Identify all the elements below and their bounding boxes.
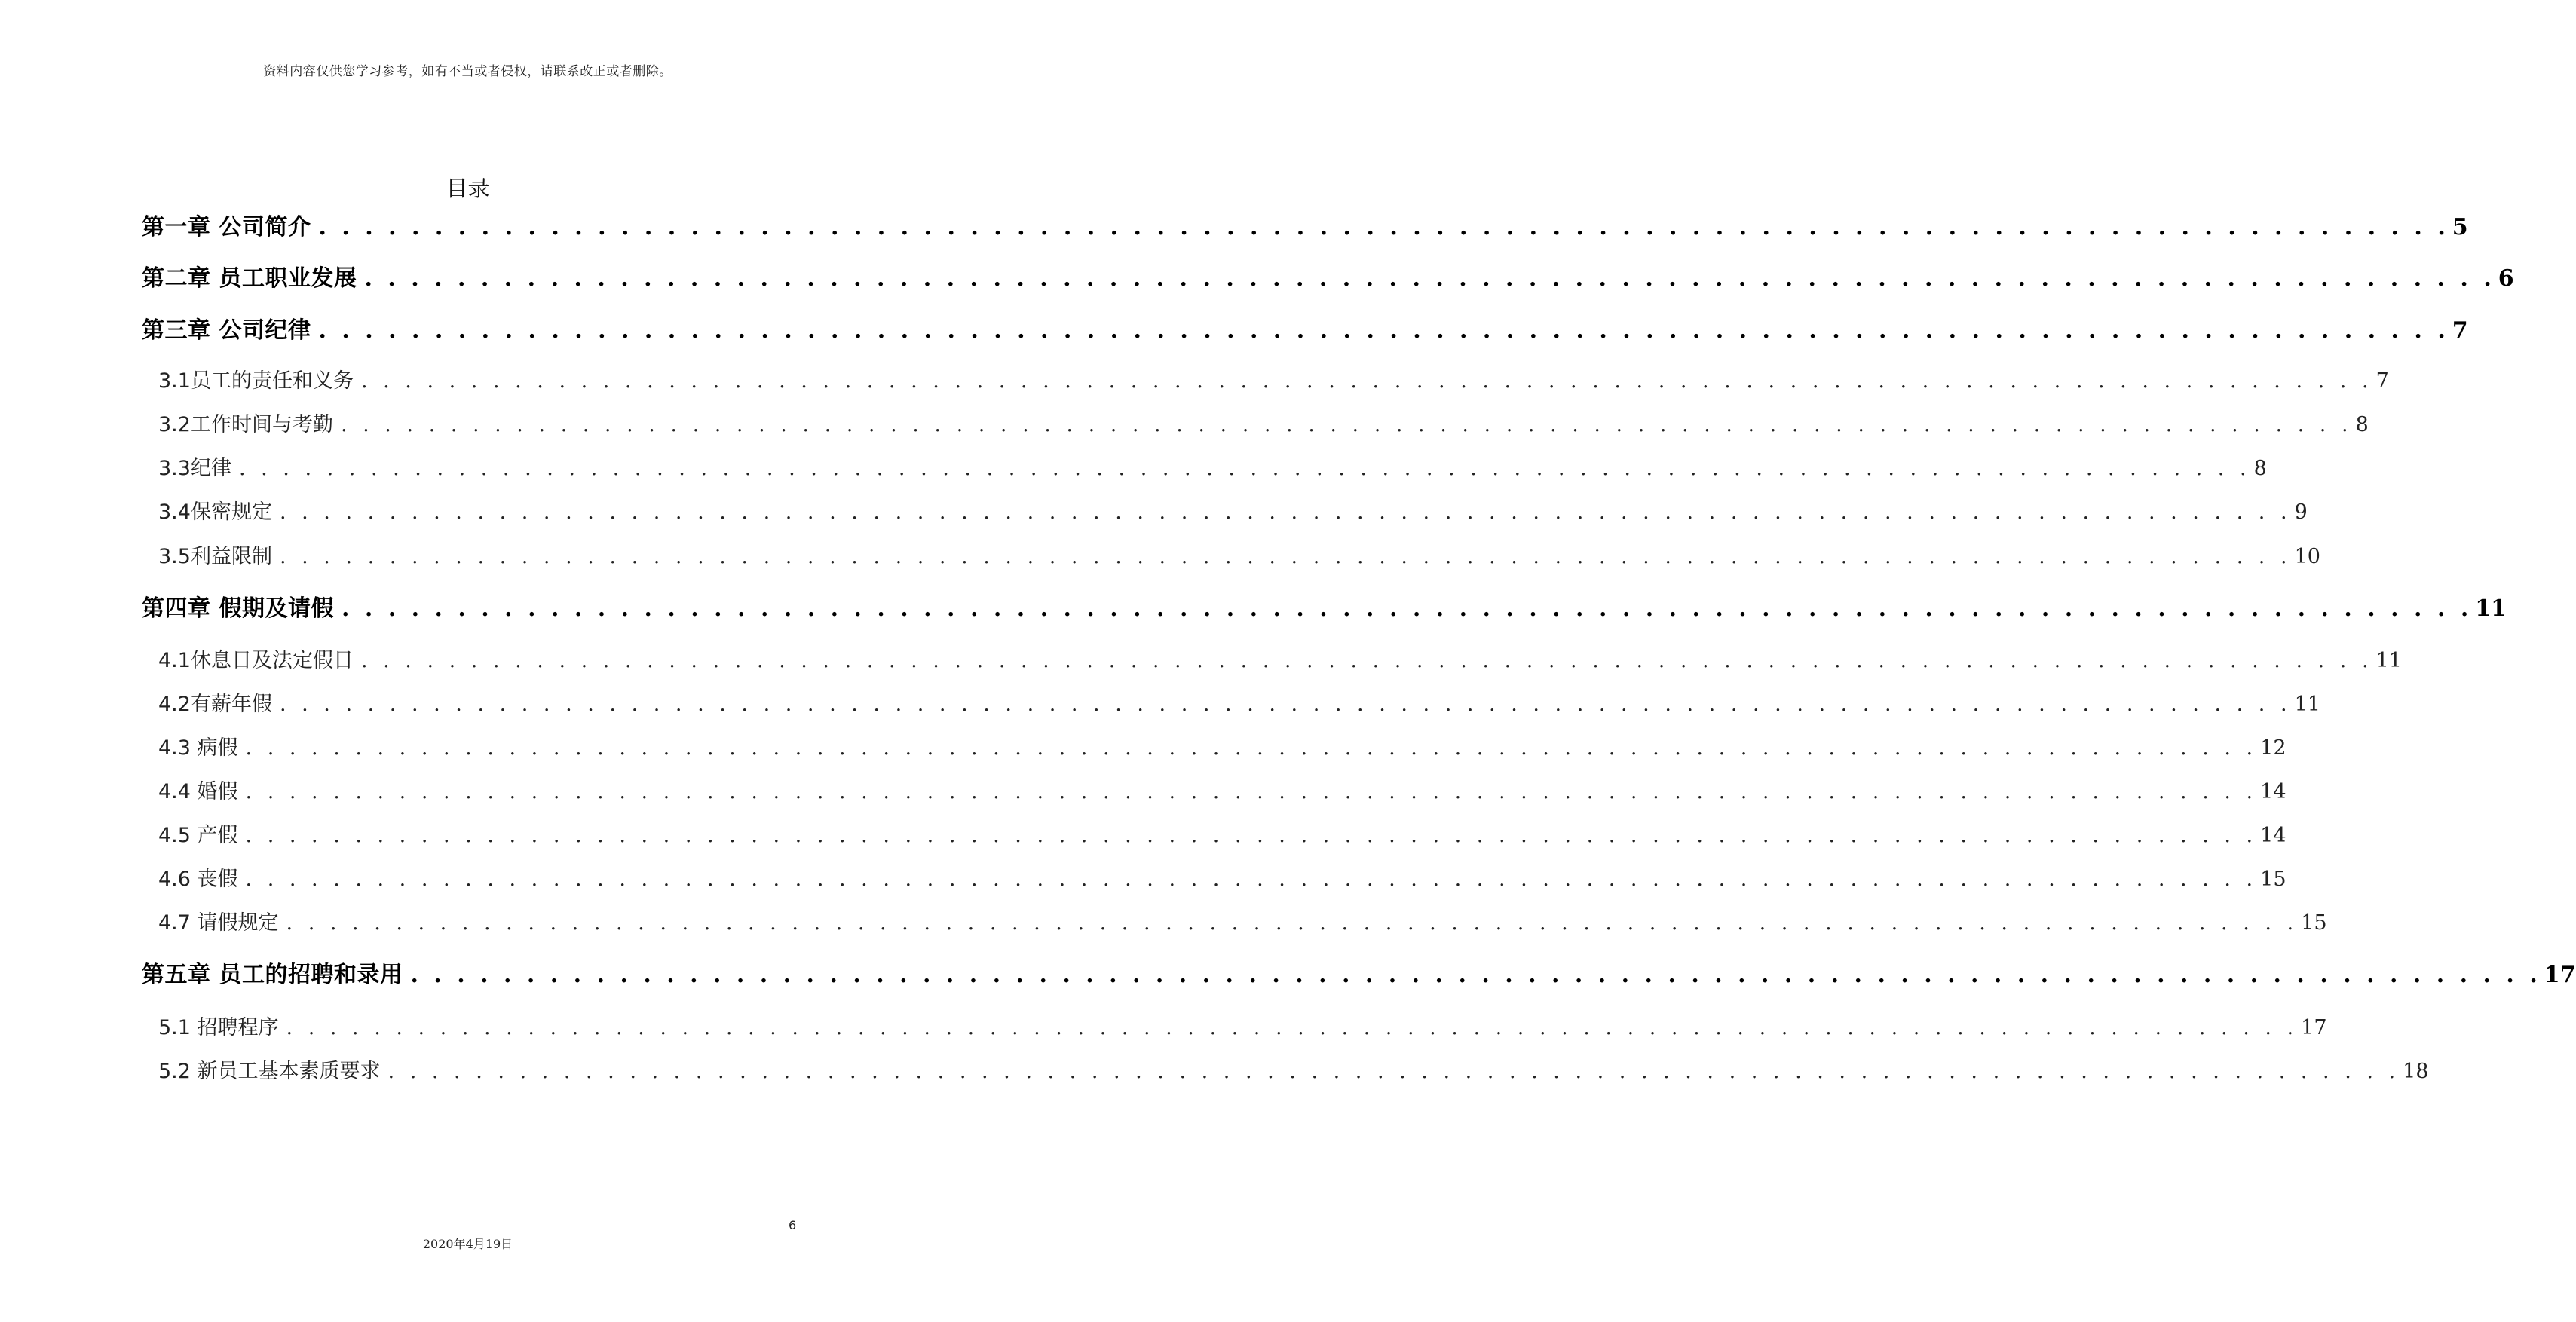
- toc-entry-label: 3.4保密规定: [158, 500, 272, 524]
- toc-entry-page: 14: [2260, 824, 2287, 847]
- toc-entry-page: 11: [2475, 595, 2507, 622]
- toc-leader: . . . . . . . . . . . . . . . . . . . . . . . . . . . . . . . . . . . . . . . . . . . . . . . . . . . . . . . . . . . . . . . . . . . . . . . . . . . . . . . . . . . . . . . . . . . .: [364, 265, 2495, 292]
- toc-entry-chapter-2[interactable]: [142, 259, 2514, 292]
- toc-entry-page: 7: [2452, 317, 2468, 344]
- toc-entry-chapter-1[interactable]: [142, 208, 2468, 240]
- toc-leader: . . . . . . . . . . . . . . . . . . . . . . . . . . . . . . . . . . . . . . . . . . . . . . . . . . . . . . . . . . . . . . . . . . . . . . . . . . . . . . . . . . . . . . . . . . . .: [360, 649, 2373, 672]
- toc-entry-page: 12: [2260, 736, 2287, 760]
- toc-leader: . . . . . . . . . . . . . . . . . . . . . . . . . . . . . . . . . . . . . . . . . . . . . . . . . . . . . . . . . . . . . . . . . . . . . . . . . . . . . . . . . . . . . . . . . . . .: [341, 595, 2473, 622]
- toc-leader: . . . . . . . . . . . . . . . . . . . . . . . . . . . . . . . . . . . . . . . . . . . . . . . . . . . . . . . . . . . . . . . . . . . . . . . . . . . . . . . . . . . . . . . . . . . .: [245, 736, 2258, 760]
- toc-entry-label: 4.3 病假: [158, 736, 238, 760]
- toc-entry-page: 15: [2260, 868, 2287, 891]
- toc-entry-page: 15: [2301, 911, 2327, 935]
- toc-entry-page: 17: [2301, 1016, 2327, 1039]
- toc-entry-section-4-7[interactable]: [158, 906, 2327, 935]
- toc-entry-page: 8: [2253, 457, 2267, 480]
- toc-entry-label: 4.1休息日及法定假日: [158, 649, 354, 672]
- toc-entry-label: 第三章 公司纪律: [142, 317, 311, 344]
- toc-entry-label: 3.3纪律: [158, 457, 231, 480]
- toc-entry-label: 4.4 婚假: [158, 780, 238, 803]
- toc-entry-chapter-5[interactable]: [142, 956, 2576, 988]
- toc-entry-label: 3.5利益限制: [158, 545, 272, 568]
- toc-entry-section-3-4[interactable]: [158, 495, 2308, 524]
- toc-entry-label: 5.1 招聘程序: [158, 1016, 279, 1039]
- toc-entry-label: 3.1员工的责任和义务: [158, 369, 354, 393]
- disclaimer-header: 资料内容仅供您学习参考，如有不当或者侵权，请联系改正或者删除。: [263, 64, 672, 79]
- toc-entry-page: 10: [2294, 545, 2320, 568]
- toc-entry-label: 5.2 新员工基本素质要求: [158, 1060, 381, 1083]
- toc-entry-page: 7: [2375, 369, 2389, 393]
- toc-entry-section-5-1[interactable]: [158, 1011, 2327, 1039]
- toc-entry-page: 9: [2294, 500, 2308, 524]
- footer-date: 2020年4月19日: [422, 1237, 513, 1251]
- page-number: 6: [789, 1218, 797, 1232]
- toc-entry-label: 第五章 员工的招聘和录用: [142, 962, 403, 988]
- toc-leader: . . . . . . . . . . . . . . . . . . . . . . . . . . . . . . . . . . . . . . . . . . . . . . . . . . . . . . . . . . . . . . . . . . . . . . . . . . . . . . . . . . . . . . . . . . . .: [286, 1016, 2299, 1039]
- toc-entry-page: 14: [2260, 780, 2287, 803]
- toc-entry-page: 18: [2403, 1060, 2429, 1083]
- toc-entry-chapter-4[interactable]: [142, 589, 2507, 622]
- toc-entry-label: 第四章 假期及请假: [142, 595, 334, 622]
- toc-entry-page: 6: [2498, 265, 2514, 292]
- toc-leader: . . . . . . . . . . . . . . . . . . . . . . . . . . . . . . . . . . . . . . . . . . . . . . . . . . . . . . . . . . . . . . . . . . . . . . . . . . . . . . . . . . . . . . . . . . . .: [245, 824, 2258, 847]
- toc-entry-page: 8: [2355, 413, 2369, 436]
- toc-entry-section-4-4[interactable]: [158, 775, 2287, 803]
- toc-entry-section-3-2[interactable]: [158, 408, 2369, 436]
- toc-entry-label: 第二章 员工职业发展: [142, 265, 357, 292]
- toc-leader: . . . . . . . . . . . . . . . . . . . . . . . . . . . . . . . . . . . . . . . . . . . . . . . . . . . . . . . . . . . . . . . . . . . . . . . . . . . . . . . . . . . . . . . . . . . .: [340, 413, 2353, 436]
- toc-entry-section-4-5[interactable]: [158, 819, 2287, 847]
- toc-entry-page: 11: [2375, 649, 2402, 672]
- toc-entry-section-4-3[interactable]: [158, 731, 2287, 760]
- toc-leader: . . . . . . . . . . . . . . . . . . . . . . . . . . . . . . . . . . . . . . . . . . . . . . . . . . . . . . . . . . . . . . . . . . . . . . . . . . . . . . . . . . . . . . . . . . . .: [238, 457, 2251, 480]
- toc-leader: . . . . . . . . . . . . . . . . . . . . . . . . . . . . . . . . . . . . . . . . . . . . . . . . . . . . . . . . . . . . . . . . . . . . . . . . . . . . . . . . . . . . . . . . . . . .: [410, 962, 2541, 988]
- toc-entry-page: 5: [2452, 214, 2468, 240]
- toc-entry-section-3-5[interactable]: [158, 540, 2320, 568]
- toc-leader: . . . . . . . . . . . . . . . . . . . . . . . . . . . . . . . . . . . . . . . . . . . . . . . . . . . . . . . . . . . . . . . . . . . . . . . . . . . . . . . . . . . . . . . . . . . .: [318, 214, 2449, 240]
- toc-entry-label: 4.7 请假规定: [158, 911, 279, 935]
- toc-entry-section-3-1[interactable]: [158, 364, 2389, 393]
- toc-leader: . . . . . . . . . . . . . . . . . . . . . . . . . . . . . . . . . . . . . . . . . . . . . . . . . . . . . . . . . . . . . . . . . . . . . . . . . . . . . . . . . . . . . . . . . . . .: [245, 868, 2258, 891]
- toc-leader: . . . . . . . . . . . . . . . . . . . . . . . . . . . . . . . . . . . . . . . . . . . . . . . . . . . . . . . . . . . . . . . . . . . . . . . . . . . . . . . . . . . . . . . . . . . .: [360, 369, 2373, 393]
- toc-leader: . . . . . . . . . . . . . . . . . . . . . . . . . . . . . . . . . . . . . . . . . . . . . . . . . . . . . . . . . . . . . . . . . . . . . . . . . . . . . . . . . . . . . . . . . . . .: [279, 545, 2292, 568]
- toc-leader: . . . . . . . . . . . . . . . . . . . . . . . . . . . . . . . . . . . . . . . . . . . . . . . . . . . . . . . . . . . . . . . . . . . . . . . . . . . . . . . . . . . . . . . . . . . .: [318, 317, 2449, 344]
- toc-entry-section-4-1[interactable]: [158, 644, 2402, 672]
- toc-entry-page: 11: [2294, 693, 2320, 716]
- toc-entry-chapter-3[interactable]: [142, 311, 2468, 344]
- toc-entry-label: 4.2有薪年假: [158, 693, 272, 716]
- toc-leader: . . . . . . . . . . . . . . . . . . . . . . . . . . . . . . . . . . . . . . . . . . . . . . . . . . . . . . . . . . . . . . . . . . . . . . . . . . . . . . . . . . . . . . . . . . . .: [279, 500, 2292, 524]
- toc-entry-label: 4.6 丧假: [158, 868, 238, 891]
- toc-entry-page: 17: [2544, 962, 2576, 988]
- toc-leader: . . . . . . . . . . . . . . . . . . . . . . . . . . . . . . . . . . . . . . . . . . . . . . . . . . . . . . . . . . . . . . . . . . . . . . . . . . . . . . . . . . . . . . . . . . . .: [279, 693, 2292, 716]
- toc-entry-section-3-3[interactable]: [158, 451, 2267, 480]
- toc-entry-label: 4.5 产假: [158, 824, 238, 847]
- toc-leader: . . . . . . . . . . . . . . . . . . . . . . . . . . . . . . . . . . . . . . . . . . . . . . . . . . . . . . . . . . . . . . . . . . . . . . . . . . . . . . . . . . . . . . . . . . . .: [245, 780, 2258, 803]
- toc-entry-label: 第一章 公司简介: [142, 214, 311, 240]
- toc-entry-section-4-2[interactable]: [158, 687, 2320, 716]
- toc-leader: . . . . . . . . . . . . . . . . . . . . . . . . . . . . . . . . . . . . . . . . . . . . . . . . . . . . . . . . . . . . . . . . . . . . . . . . . . . . . . . . . . . . . . . . . . . .: [286, 911, 2299, 935]
- toc-leader: . . . . . . . . . . . . . . . . . . . . . . . . . . . . . . . . . . . . . . . . . . . . . . . . . . . . . . . . . . . . . . . . . . . . . . . . . . . . . . . . . . . . . . . . . . . .: [387, 1060, 2400, 1083]
- toc-entry-section-4-6[interactable]: [158, 862, 2287, 891]
- toc-entry-section-5-2[interactable]: [158, 1054, 2429, 1083]
- toc-entry-label: 3.2工作时间与考勤: [158, 413, 333, 436]
- toc-title: 目录: [446, 176, 490, 201]
